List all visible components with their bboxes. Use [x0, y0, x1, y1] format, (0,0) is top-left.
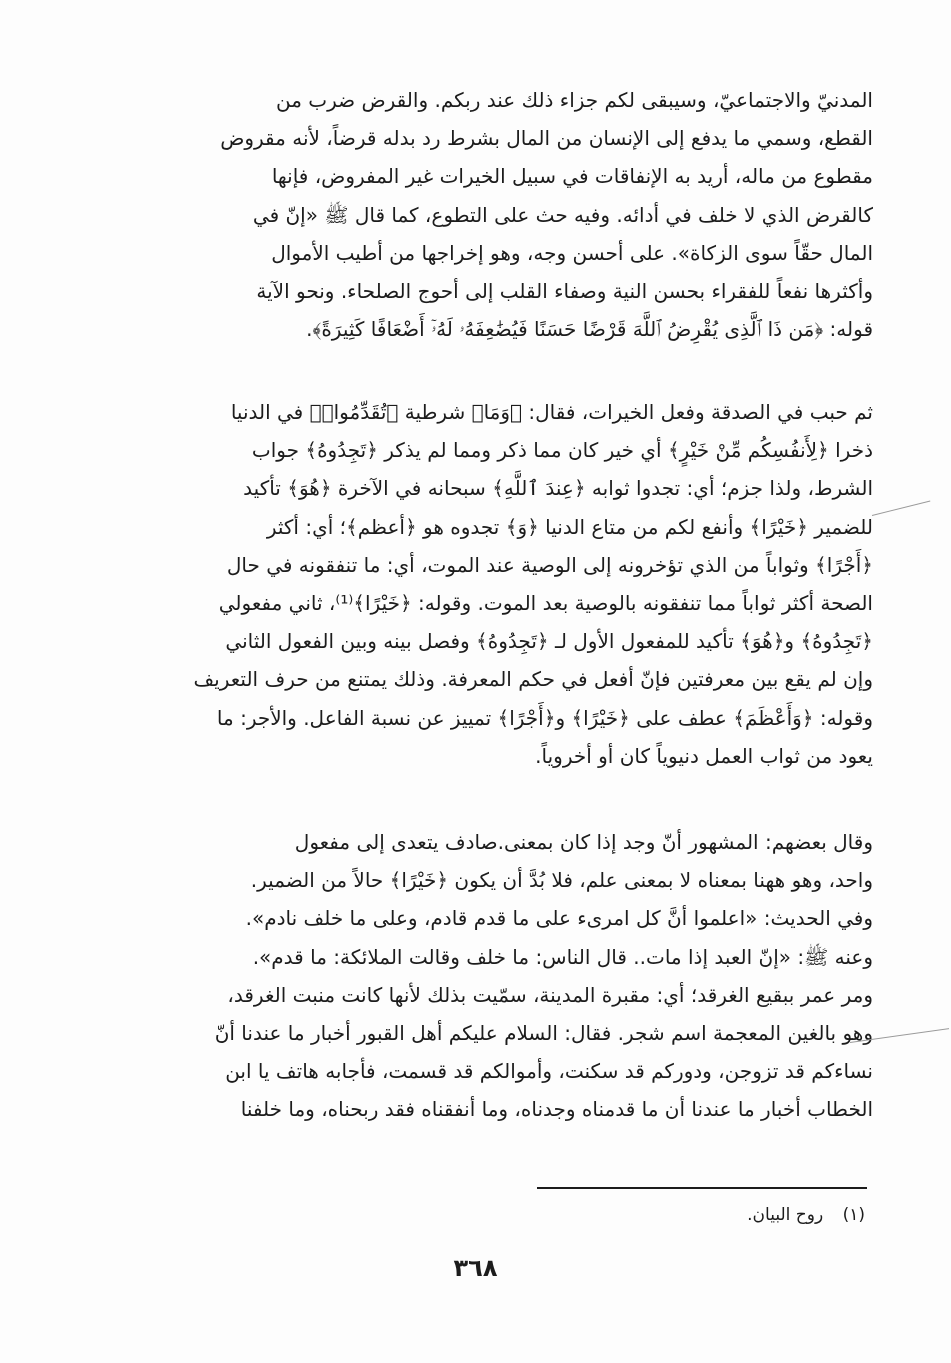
text-line: وعنه ﷺ: «إنّ العبد إذا مات.. قال الناس: ما خلف وقالت الملائكة: ما قدم».	[252, 944, 873, 969]
footnote-separator	[537, 1187, 867, 1189]
footnote-text: روح البيان.	[747, 1205, 824, 1225]
footnote-number: (١)	[842, 1205, 865, 1225]
text-line: القطع، وسمي ما يدفع إلى الإنسان من المال بشرط رد بدله قرضاً، لأنه مقروض	[220, 126, 873, 151]
text-line: قوله: ﴿مَن ذَا ٱلَّذِى يُقْرِضُ ٱللَّهَ قَرْضًا حَسَنًا فَيُضَٰعِفَهُۥ لَهُۥٓ أَضْعَافًا كَثِيرَةً﴾.	[306, 317, 873, 342]
text-line: للضمير ﴿خَيْرًا﴾ وأنفع لكم من متاع الدنيا ﴿وَ﴾ تجدوه هو ﴿أعظم﴾؛ أي: أكثر	[266, 514, 873, 539]
text-line: وقوله: ﴿وَأَعْظَمَ﴾ عطف على ﴿خَيْرًا﴾ و﴿أَجْرًا﴾ تمييز عن نسبة الفاعل. والأجر: ما	[216, 705, 873, 730]
text-line: وهو بالغين المعجمة اسم شجر. فقال: السلام عليكم أهل القبور أخبار ما عندنا أنّ	[214, 1020, 873, 1045]
text-line: الخطاب أخبار ما عندنا أن ما قدمناه وجدناه، وما أنفقناه فقد ربحناه، وما خلفنا	[240, 1097, 873, 1122]
text-line: ﴿تَجِدُوهُ﴾ و﴿هُوَ﴾ تأكيد للمفعول الأول لـ ﴿تَجِدُوهُ﴾ وفصل بينه وبين الفعول الثاني	[225, 629, 873, 654]
footnote	[80, 1200, 865, 1230]
text-line: واحد، وهو ههنا بمعناه لا بمعنى علم، فلا بُدَّ أن يكون ﴿خَيْرًا﴾ حالاً من الضمير.	[250, 868, 873, 893]
text-line: ثم حبب في الصدقة وفعل الخيرات، فقال: ﴿وَمَا﴾ شرطية ﴿تُقَدِّمُوا۟﴾ في الدنيا	[230, 400, 873, 424]
scan-artifact	[872, 500, 930, 515]
text-line: الشرط، ولذا جزم؛ أي: تجدوا ثوابه ﴿عِندَ ٱللَّهِ﴾ سبحانه في الآخرة ﴿هُوَ﴾ تأكيد	[243, 476, 873, 501]
text-line: كالقرض الذي لا خلف في أدائه. وفيه حث على التطوع، كما قال ﷺ «إنّ في	[252, 202, 873, 227]
text-line: وفي الحديث: «اعلموا أنَّ كل امرىء على ما قدم قادم، وعلى ما خلف نادم».	[245, 906, 873, 931]
paragraph-1	[80, 81, 873, 348]
text-line: المدنيّ والاجتماعيّ، وسيبقى لكم جزاء ذلك عند ربكم. والقرض ضرب من	[275, 88, 873, 112]
text-line: ذخرا ﴿لِأَنفُسِكُم مِّنْ خَيْرٍ﴾ أي خير كان مما ذكر ومما لم يذكر ﴿تَجِدُوهُ﴾ جواب	[251, 438, 873, 463]
text-line: الصحة أكثر ثواباً مما تنفقونه بالوصية بعد الموت. وقوله: ﴿خَيْرًا﴾⁽¹⁾، ثاني مفعولي	[218, 590, 873, 615]
text-line: وإن لم يقع بين معرفتين فإنّ أفعل في حكم المعرفة. وذلك يمتنع من حرف التعريف	[193, 667, 873, 692]
text-line: يعود من ثواب العمل دنيوياً كان أو أخروياً.	[535, 743, 873, 768]
text-line: ومر عمر ببقيع الغرقد؛ أي: مقبرة المدينة، سمّيت بذلك لأنها كانت منبت الغرقد،	[227, 982, 873, 1007]
text-line: ﴿أَجْرًا﴾ وثواباً من الذي تؤخرونه إلى الوصية عند الموت، أي: ما تنفقونه في حال	[226, 552, 873, 577]
text-line: وقال بعضهم: المشهور أنّ وجد إذا كان بمعنى.صادف يتعدى إلى مفعول	[294, 830, 873, 854]
text-line: نساءكم قد تزوجن، ودوركم قد سكنت، وأموالكم قد قسمت، فأجابه هاتف يا ابن	[225, 1059, 873, 1084]
paragraph-2	[80, 393, 873, 775]
text-line: مقطوع من ماله، أريد به الإنفاقات في سبيل الخيرات غير المفروض، فإنها	[271, 164, 873, 189]
paragraph-3	[80, 823, 873, 1129]
text-line: وأكثرها نفعاً للفقراء بحسن النية وصفاء القلب إلى أحوج الصلحاء. ونحو الآية	[256, 278, 873, 303]
page-number: ٣٦٨	[453, 1254, 498, 1282]
text-line: المال حقّاً سوى الزكاة». على أحسن وجه، وهو إخراجها من أطيب الأموال	[271, 240, 873, 265]
